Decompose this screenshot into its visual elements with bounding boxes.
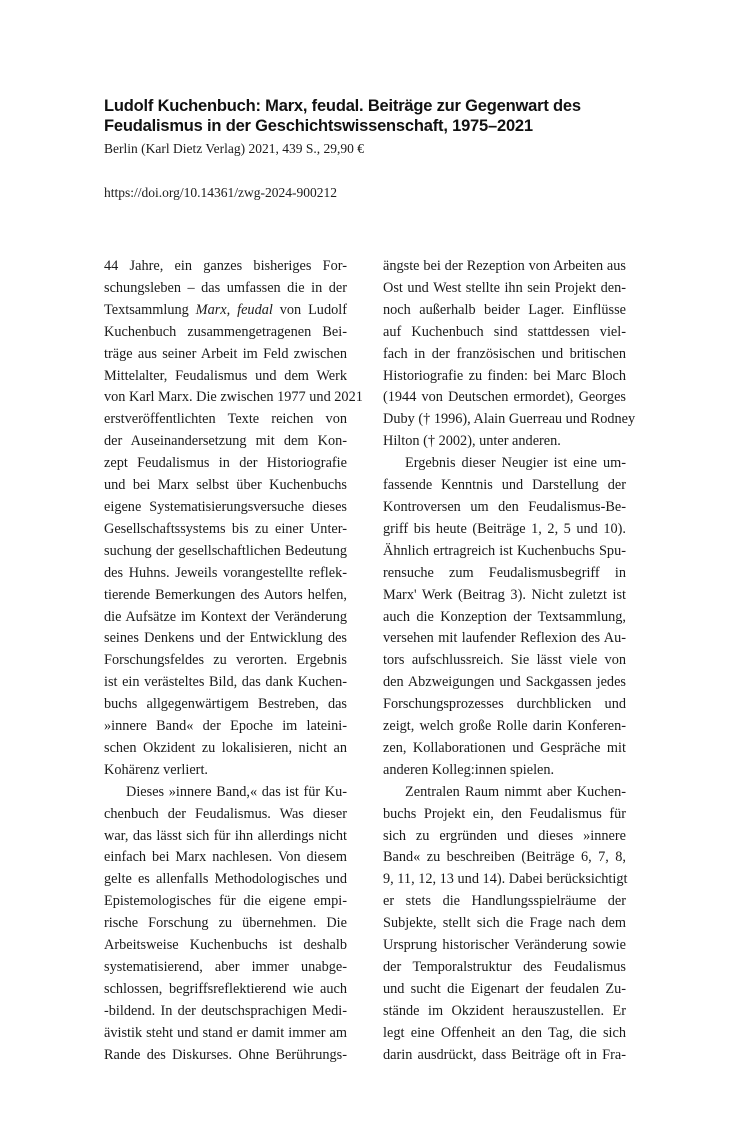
text-line: Dieses »innere Band,« das ist für Ku- [126,783,347,800]
text-line: Forschungsfeldes zu verorten. Ergebnis [104,652,347,669]
text-line: seines Denkens und der Entwicklung des [104,630,347,647]
publication-info: Berlin (Karl Dietz Verlag) 2021, 439 S., 29,90 € [104,141,364,156]
text-line: 44 Jahre, ein ganzes bisheriges For- [104,258,347,274]
text-line: träge aus seiner Arbeit im Feld zwischen [104,345,347,362]
text-line: der Temporalstruktur des Feudalismus [383,959,626,975]
text-line: auch die Konzeption der Textsammlung, [383,608,626,625]
text-line: des Huhns. Jeweils vorangestellte reflek- [104,564,347,581]
text-line: von Karl Marx. Die zwischen 1977 und 2021 [104,389,363,406]
text-line: Band« zu beschreiben (Beiträge 6, 7, 8, [383,849,626,866]
text-line: anderen Kolleg:innen spielen. [383,761,555,778]
text-line: erstveröffentlichten Texte reichen von [104,411,347,428]
text-line: fach in der französischen und britischen [383,345,626,362]
text-line: Ost und West stellte ihn sein Projekt den- [383,279,626,296]
text-line: (1944 von Deutschen ermordet), Georges [383,389,626,406]
text-line: Subjekte, stellt sich die Frage nach dem [383,915,626,932]
text-line: suchung der gesellschaftlichen Bedeutung [104,542,347,559]
review-title: Ludolf Kuchenbuch: Marx, feudal. Beiträge zur Gegenwart des Feudalismus in der Geschichtswissenschaft, 1975–2021 [104,97,581,135]
text-line: Kontroversen um den Feudalismus-Be- [383,498,626,515]
text-line: Hilton († 2002), unter anderen. [383,433,561,450]
text-line: Zentralen Raum nimmt aber Kuchen- [405,783,626,800]
text-line: tierende Bemerkungen des Autors helfen, [104,586,347,603]
text-line: tors aufschlussreich. Sie lässt viele von [383,652,626,669]
text-line: schlossen, begriffsreflektierend wie auch [104,980,347,997]
text-line: sich zu ergründen und dieses »innere [383,827,626,844]
text-line: Textsammlung Marx, feudal von Ludolf [104,301,347,318]
text-line: der Auseinandersetzung mit dem Kon- [104,433,347,450]
text-line: Historiografie zu finden: bei Marc Bloch [383,367,626,384]
text-line: buchs Projekt ein, den Feudalismus für [383,805,626,822]
text-line: fassende Kenntnis und Darstellung der [383,477,626,494]
text-line: gelte es allenfalls Methodologisches und [104,871,347,888]
text-line: Kuchenbuch zusammengetragenen Bei- [104,323,347,340]
text-line: versehen mit laufender Reflexion des Au- [383,630,626,647]
text-line: den Abzweigungen und Sackgassen jedes [383,674,626,691]
text-line: Gesellschaftssystems bis zu einer Unter- [104,520,347,537]
text-line: chenbuch der Feudalismus. Was dieser [104,805,347,822]
text-line: »innere Band« der Epoche im lateini- [104,718,347,735]
text-line: und bei Marx selbst über Kuchenbuchs [104,477,347,494]
text-line: schen Okzident zu lokalisieren, nicht an [104,739,347,756]
text-line: Epistemologisches für die eigene empi- [104,893,347,910]
text-line: systematisierend, aber immer unabge- [104,959,347,975]
text-line: stände im Okzident herauszustellen. Er [383,1002,626,1019]
text-line: zeigt, welch große Rolle darin Konferen- [383,718,626,735]
text-line: die Aufsätze im Kontext der Veränderung [104,608,347,625]
text-line: 9, 11, 12, 13 und 14). Dabei berücksichtigt [383,871,628,888]
text-line: ävistik steht und stand er damit immer am [104,1024,347,1041]
text-line: Duby († 1996), Alain Guerreau und Rodney [383,411,636,428]
text-line: darin ausdrückt, dass Beiträge oft in Fra- [383,1046,626,1063]
doi-link[interactable]: https://doi.org/10.14361/zwg-2024-900212 [104,185,337,200]
text-line: rensuche zum Feudalismusbegriff in [383,564,626,581]
text-line: Ursprung historischer Veränderung sowie [383,937,626,954]
text-line: legt eine Offenheit an den Tag, die sich [383,1024,626,1041]
text-line: und sucht die Eigenart der feudalen Zu- [383,980,626,997]
text-line: Ähnlich ertragreich ist Kuchenbuchs Spu- [383,542,626,559]
left-column [104,256,363,1067]
text-line: noch außerhalb beider Lager. Einflüsse [383,301,626,318]
text-line: eigene Systematisierungsversuche dieses [104,498,347,515]
text-line: Mittelalter, Feudalismus und dem Werk [104,367,347,384]
text-line: Marx' Werk (Beitrag 3). Nicht zuletzt ist [383,586,626,603]
text-line: Arbeitsweise Kuchenbuchs ist deshalb [104,937,347,954]
text-line: er stets die Handlungsspielräume der [383,893,626,910]
right-column [383,256,636,1067]
text-line: griff bis heute (Beiträge 1, 2, 5 und 10). [383,520,626,537]
text-line: rische Forschung zu übernehmen. Die [104,915,347,932]
text-line: war, das lässt sich für ihn allerdings nicht [104,827,347,844]
text-line: -bildend. In der deutschsprachigen Medi- [104,1002,347,1019]
text-line: Forschungsprozesses durchblicken und [383,696,626,713]
text-line: Kohärenz verliert. [104,761,208,778]
text-line: zept Feudalismus in der Historiografie [104,455,347,472]
text-line: einfach bei Marx nachlesen. Von diesem [104,849,347,866]
text-line: Ergebnis dieser Neugier ist eine um- [405,455,626,472]
review-header [104,96,664,159]
text-line: Rande des Diskurses. Ohne Berührungs- [104,1046,347,1063]
text-line: ängste bei der Rezeption von Arbeiten aus [383,258,626,274]
text-line: buchs allgegenwärtigem Bestreben, das [104,696,347,713]
text-line: schungsleben – das umfassen die in der [104,279,347,296]
text-line: auf Kuchenbuch sind stattdessen viel- [383,323,626,340]
text-line: ist ein verästeltes Bild, das dank Kuchen- [104,674,347,691]
text-line: zen, Kollaborationen und Gespräche mit [383,739,626,756]
